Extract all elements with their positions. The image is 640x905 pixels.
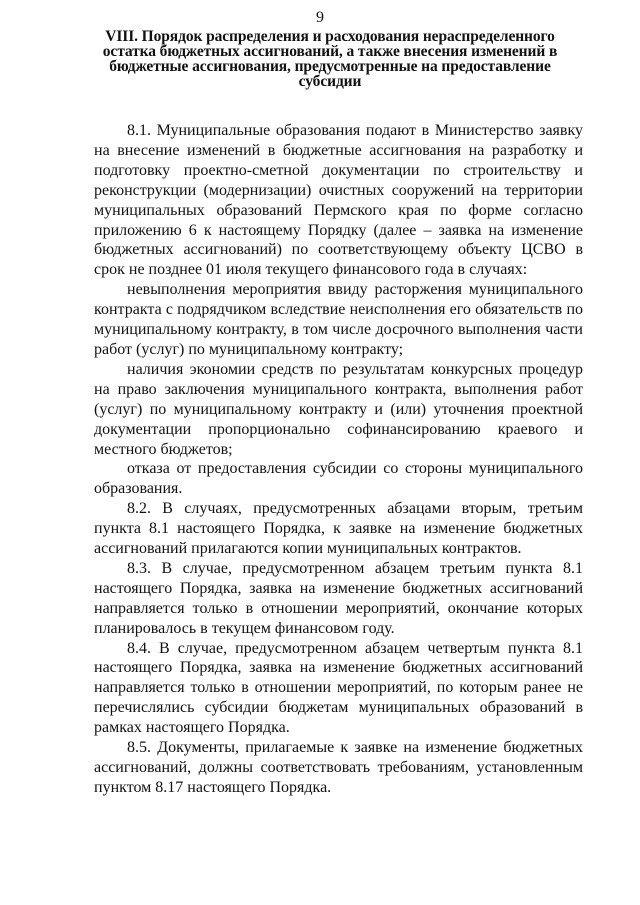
section-body: [94, 121, 583, 798]
paragraph-8-5: 8.5. Документы, прилагаемые к заявке на изменение бюджетных ассигнований, должны соответствовать требованиям, установленным пунктом 8.17 настоящего Порядка.: [94, 739, 583, 796]
paragraph-case-refusal: отказа от предоставления субсидии со стороны муниципального образования.: [94, 460, 583, 498]
paragraph-8-1: 8.1. Муниципальные образования подают в Министерство заявку на внесение изменений в бюджетные ассигнования на разработку и подготовку проектно-сметной документации по строительству и реконструкции (модернизации) очистных сооружений на территории муниципальных образований Пермского края по форме согласно приложению 6 к настоящему Порядку (далее – заявка на изменение бюджетных ассигнований) по соответствующему объекту ЦСВО в срок не позднее 01 июля текущего финансового года в случаях:: [94, 122, 583, 279]
paragraph-8-3: 8.3. В случае, предусмотренном абзацем третьим пункта 8.1 настоящего Порядка, заявка на изменение бюджетных ассигнований направляется только в отношении мероприятий, окончание которых планировалось в текущем финансовом году.: [94, 559, 583, 637]
page-number: 9: [316, 9, 324, 26]
paragraph-case-savings: наличия экономии средств по результатам конкурсных процедур на право заключения муниципального контракта, выполнения работ (услуг) по муниципальному контракту и (или) уточнения проектной документации пропорционально софинансированию краевого и местного бюджетов;: [94, 360, 583, 458]
paragraph-8-2: 8.2. В случаях, предусмотренных абзацами вторым, третьим пункта 8.1 настоящего Порядка, к заявке на изменение бюджетных ассигнований прилагаются копии муниципальных контрактов.: [94, 500, 583, 558]
paragraph-case-contract-termination: невыполнения мероприятия ввиду расторжения муниципального контракта с подрядчиком вследствие неисполнения его обязательств по муниципальному контракту, в том числе досрочного выполнения части работ (услуг) по муниципальному контракту;: [94, 281, 583, 358]
section-title: VIII. Порядок распределения и расходования нераспределенного остатка бюджетных ассигнований, а также внесения изменений в бюджетные ассигнования, предусмотренные на предоставление субсидии: [102, 28, 558, 90]
paragraph-8-4: 8.4. В случае, предусмотренном абзацем четвертым пункта 8.1 настоящего Порядка, заявка на изменение бюджетных ассигнований направляется только в отношении мероприятий, по которым ранее не перечислялись субсидии бюджетам муниципальных образований в рамках настоящего Порядка.: [94, 639, 583, 737]
